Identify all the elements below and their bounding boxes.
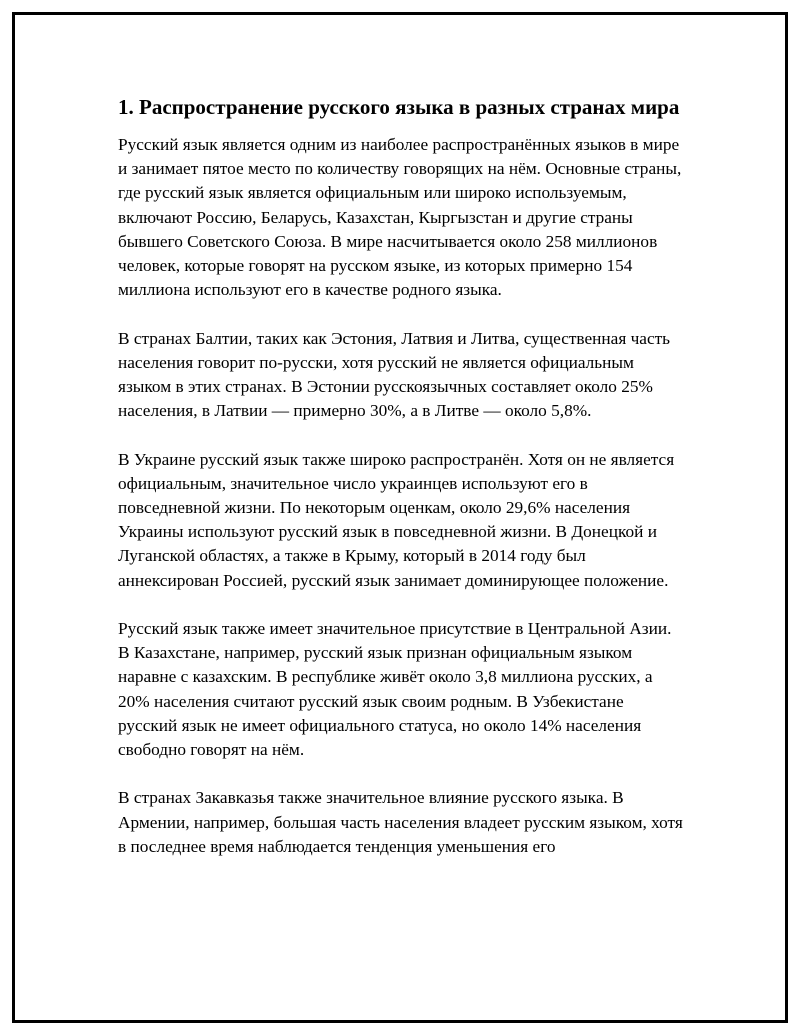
paragraph-transcaucasia: В странах Закавказья также значительное влияние русского языка. В Армении, например, большая часть населения владеет русским языком, хотя в последнее время наблюдается тенденция уменьшения его [118, 788, 683, 856]
section-heading: 1. Распространение русского языка в разных странах мира [118, 95, 680, 119]
paragraph-ukraine: В Украине русский язык также широко распространён. Хотя он не является официальным, значительное число украинцев используют его в повседневной жизни. По некоторым оценкам, около 29,6% населения Украины используют русский язык в повседневной жизни. В Донецкой и Луганской областях, а также в Крыму, который в 2014 году был аннексирован Россией, русский язык занимает доминирующее положение. [118, 449, 675, 590]
paragraph-world-spread: Русский язык является одним из наиболее распространённых языков в мире и занимает пятое место по количеству говорящих на нём. Основные страны, где русский язык является официальным или широко используемым, включают Россию, Беларусь, Казахстан, Кыргызстан и другие страны бывшего Советского Союза. В мире насчитывается около 258 миллионов человек, которые говорят на русском языке, из которых примерно 154 миллиона используют его в качестве родного языка. [118, 135, 682, 300]
document-body [118, 93, 684, 883]
paragraph-baltic-states: В странах Балтии, таких как Эстония, Латвия и Литва, существенная часть населения говорит по-русски, хотя русский не является официальным языком в этих странах. В Эстонии русскоязычных составляет около 25% населения, в Латвии — примерно 30%, а в Литве — около 5,8%. [118, 328, 671, 421]
paragraph-central-asia: Русский язык также имеет значительное присутствие в Центральной Азии. В Казахстане, например, русский язык признан официальным языком наравне с казахским. В республике живёт около 3,8 миллиона русских, а 20% населения считают русский язык своим родным. В Узбекистане русский язык не имеет официального статуса, но около 14% населения свободно говорят на нём. [118, 619, 672, 760]
